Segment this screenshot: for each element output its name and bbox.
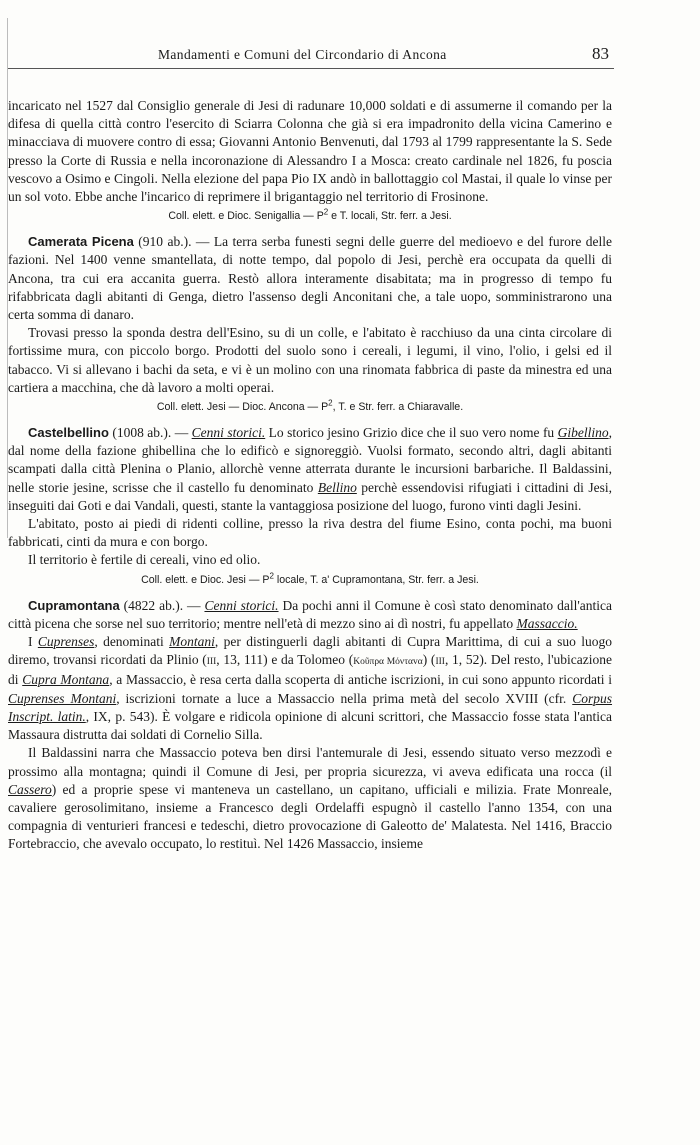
camerata-paragraph-2: Trovasi presso la sponda destra dell'Esino, su di un colle, e l'abitato è racchiuso da una cinta circolare di fortissime mura, con piccolo borgo. Prodotti del suolo sono i cereali, i legumi, il vino, l'olio, i gelsi ed il tabacco. Vi si allevano i bachi da seta, e vi è un molino con una rinomata fabbrica di paste da minestra ed una cartiera a macchina, che dà lavoro a molti operai. xyxy=(8,325,612,395)
page-number: 83 xyxy=(592,44,609,63)
page-body xyxy=(8,97,612,854)
cupramontana-paragraph-3: Il Baldassini narra che Massaccio poteva ben dirsi l'antemurale di Jesi, essendo situato verso mezzodì e prossimo alla montagna; quindi il Comune di Jesi, per propria sicurezza, vi aveva edificata una rocca (il Cassero) ed a proprie spese vi manteneva un castellano, un capitano, ufficiali e milizia. Frate Monreale, cavaliere gerosolimitano, insieme a Francesco degli Ordelaffi espugnò il castello l'anno 1354, con una compagnia di venturieri francesi e tedeschi, dietro provocazione di Galeotto de' Malatesta. Nel 1416, Braccio Fortebraccio, che avevalo occupato, lo restituì. Nel 1426 Massaccio, insieme xyxy=(8,745,612,852)
castelbellino-paragraph-3: Il territorio è fertile di cereali, vino ed olio. xyxy=(28,552,261,568)
entry-castelbellino xyxy=(8,424,612,589)
cupramontana-paragraph-1: Cupramontana (4822 ab.). — Cenni storici. Da pochi anni il Comune è così stato denominato dall'antica città picena che sorse nel suo territorio; mentre nell'età di mezzo sino ai dì nostri, fu appellato Massaccio. xyxy=(8,597,612,631)
castelbellino-paragraph-2: L'abitato, posto ai piedi di ridenti colline, presso la riva destra del fiume Esino, conta pochi, ma buoni fabbricati, cinti da mura e con borgo. xyxy=(8,516,612,550)
castelbellino-paragraph-1: Castelbellino (1008 ab.). — Cenni storici. Lo storico jesino Grizio dice che il suo vero nome fu Gibellino, dal nome della fazione ghibellina che lo edificò e signoreggiò. Vuolsi formato, secondo altri, dagli abitanti scampati dalla città Plenina o Planio, allorchè venne atterrata durante le incursioni barbariche. Il Baldassini, nelle storie jesine, scrisse che il castello fu denominato Bellino perchè essendovisi rifugiati i cittadini di Jesi, inseguiti dai Goti e dai Vandali, questi, stante la vantaggiosa posizione del luogo, furono vinti dagli Jesini. xyxy=(8,425,612,513)
camerata-collegio-line: Coll. elett. Jesi — Dioc. Ancona — $P^2$, T. e Str. ferr. a Chiaravalle. xyxy=(156,398,464,414)
cupramontana-title: Cupramontana xyxy=(28,597,120,613)
camerata-title: Camerata Picena xyxy=(28,234,134,250)
camerata-paragraph-1: Camerata Picena (910 ab.). — La terra serba funesti segni delle guerre del medioevo e del furore delle fazioni. Nel 1400 venne smantellata, di notte tempo, dal popolo di Jesi, perchè era occupata da quelli di Ancona, tra cui era accanita guerra. Restò allora interamente disabitata; ma in progresso di tempo fu rifabbricata dagli abitanti di Genga, dietro l'assenso degli Anconitani che, a tale uopo, somministrarono una certa somma di danaro. xyxy=(8,234,613,323)
running-head: Mandamenti e Comuni del Circondario di Ancona xyxy=(158,47,447,62)
castelbellino-title: Castelbellino xyxy=(28,425,109,441)
intro-paragraph: incaricato nel 1527 dal Consiglio generale di Jesi di radunare 10,000 soldati e di assumerne il comando per la difesa di quella città contro l'esercito di Sciarra Colonna che già si era impadronito della vicina Camerino e minacciava di muovere contro di essa; Giovanni Antonio Benvenuti, dal 1793 al 1799 rappresentante la S. Sede presso la Corte di Russia e nella incoronazione di Alessandro I a Mosca: creato cardinale nel 1826, fu poscia vescovo a Osimo e Cingoli. Nella elezione del papa Pio IX andò in ballottaggio col Mastai, il quale lo vinse per un sol voto. Ebbe anche l'incarico di reprimere il brigantaggio nel territorio di Frosinone. xyxy=(8,98,612,205)
intro-collegio-line: Coll. elett. e Dioc. Senigallia — $P^2$ e T. locali, Str. ferr. a Jesi. xyxy=(168,207,452,223)
page-header xyxy=(0,44,700,66)
cupramontana-paragraph-2: I Cuprenses, denominati Montani, per distinguerli dagli abitanti di Cupra Marittima, di cui a suo luogo diremo, trovansi ricordati da Plinio (III, 13, 111) e da Tolomeo (Κοῦπρα Μόνταvα) (III, 1, 52). Del resto, l'ubicazione di Cupra Montana, a Massaccio, è resa certa dalla scoperta di antiche iscrizioni, in cui sono appunto ricordati i Cuprenses Montani, iscrizioni tornate a luce a Massaccio nella prima metà del secolo XVIII (cfr. Corpus Inscript. latin., IX, p. 543). È volgare e ridicola opinione di alcuni scrittori, che Massaccio fosse stata l'antica Massaura distrutta dai soldati di Cornelio Silla. xyxy=(8,634,613,743)
entry-cupramontana xyxy=(8,597,612,854)
header-rule xyxy=(8,68,614,69)
castelbellino-collegio-line: Coll. elett. e Dioc. Jesi — $P^2$ locale, T. a' Cupramontana, Str. ferr. a Jesi. xyxy=(141,571,479,586)
entry-camerata-picena xyxy=(8,233,612,416)
